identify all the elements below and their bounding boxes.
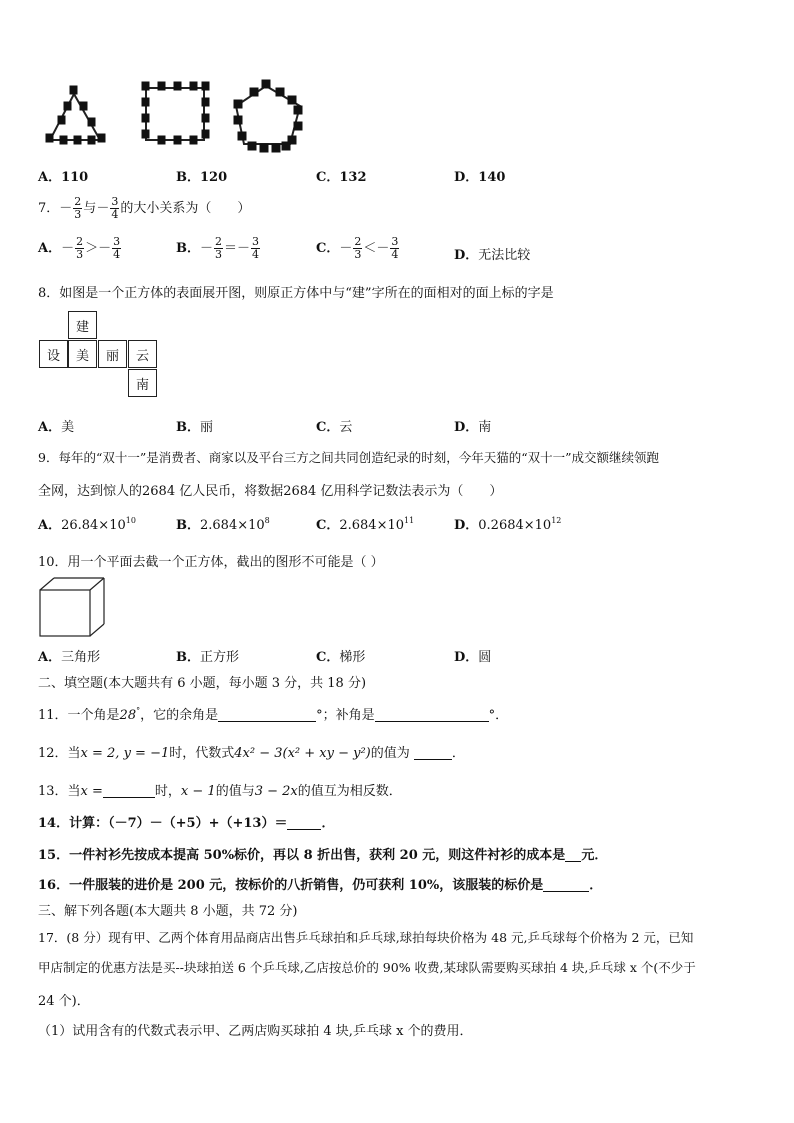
q9-option-c: C．$2.684\times 10^{11}$ <box>316 516 415 533</box>
cube-figure <box>38 576 106 642</box>
q16: 16．一件服装的进价是 200 元，按标价的八折销售，仍可获利 10%，该服装的标价是 ． <box>38 878 603 893</box>
net-cell-yun: 云 <box>128 340 157 368</box>
q17-sub-1: （1）试用含有的代数式表示甲、乙两店购买球拍 4 块,乒乓球 x 个的费用． <box>38 1024 473 1039</box>
q9-option-b: B．$2.684\times 10^8$ <box>176 516 270 533</box>
q10-option-d: D．圆 <box>454 650 492 665</box>
q8-option-d: D．南 <box>454 420 492 435</box>
q9-line-2: 全网，达到惊人的2684 亿人民币，将数据2684 亿用科学记数法表示为（ ） <box>38 484 503 499</box>
q10-option-c: C．梯形 <box>316 650 366 665</box>
q7-stem: 7．－ $\frac{2}{3}$ 与－ $\frac{3}{4}$ 的大小关系为（ ） <box>38 195 251 221</box>
net-cell-li: 丽 <box>98 340 127 368</box>
q7-option-c: C．－ $\frac{2}{3}$ ＜－ $\frac{3}{4}$ <box>316 235 399 261</box>
q14: 14．计算：（－7）－（+5）+（+13）＝ ． <box>38 816 335 831</box>
q17-line-1: 17．(8 分）现有甲、乙两个体育用品商店出售乒乓球拍和乒乓球,球拍每块价格为 48 元,乒乓球每个价格为 2 元，已知 <box>38 930 694 945</box>
q8-stem: 8．如图是一个正方体的表面展开图，则原正方体中与“建”字所在的面相对的面上标的字是 <box>38 286 554 301</box>
q10-option-a: A．三角形 <box>38 650 101 665</box>
q9-option-d: D．$0.2684\times 10^{12}$ <box>454 516 562 533</box>
q6-option-a: A．110 <box>38 170 89 185</box>
q13: 13．当x = 时，x − 1的值与3 − 2x的值互为相反数． <box>38 784 402 799</box>
net-cell-mei: 美 <box>68 340 97 368</box>
q8-option-a: A．美 <box>38 420 75 435</box>
q15-blank[interactable] <box>565 848 581 862</box>
flower-pot-patterns-image <box>38 74 308 156</box>
q10-option-b: B．正方形 <box>176 650 240 665</box>
net-cell-jian: 建 <box>68 311 97 339</box>
q16-blank[interactable] <box>543 878 589 892</box>
q11-blank-supplement[interactable] <box>375 708 489 722</box>
section-3-heading: 三、解下列各题(本大题共 8 小题，共 72 分) <box>38 904 298 919</box>
q13-blank[interactable] <box>103 784 155 798</box>
q8-option-c: C．云 <box>316 420 353 435</box>
q11: 11．一个角是28°，它的余角是 °；补角是 °． <box>38 706 509 723</box>
q9-option-a: A．$26.84\times 10^{10}$ <box>38 516 136 533</box>
q15: 15．一件衬衫先按成本提高 50%标价，再以 8 折出售，获利 20 元，则这件衬衫的成本是 元． <box>38 848 608 863</box>
q9-line-1: 9．每年的“双十一”是消费者、商家以及平台三方之间共同创造纪录的时刻，今年天猫的“双十一”成交额继续领跑 <box>38 450 660 465</box>
section-2-heading: 二、填空题(本大题共有 6 小题，每小题 3 分，共 18 分) <box>38 676 367 691</box>
q14-blank[interactable] <box>287 816 321 830</box>
q17-line-2: 甲店制定的优惠方法是买--块球拍送 6 个乒乓球,乙店按总价的 90% 收费,某球队需要购买球拍 4 块,乒乓球 x 个(不少于 <box>38 960 696 975</box>
net-cell-nan: 南 <box>128 369 157 397</box>
q12-blank[interactable] <box>414 746 452 760</box>
net-cell-she: 设 <box>39 340 68 368</box>
q10-stem: 10．用一个平面去截一个正方体，截出的图形不可能是（ ） <box>38 555 384 570</box>
q17-line-3: 24 个)． <box>38 994 90 1009</box>
q6-figure <box>38 74 308 156</box>
q7-fraction-1: $\frac{2}{3}$ <box>74 195 82 221</box>
q8-option-b: B．丽 <box>176 420 214 435</box>
q12: 12．当x = 2, y = −1时，代数式4x² − 3(x² + xy − y²)的值为 ． <box>38 746 465 761</box>
q11-blank-complement[interactable] <box>218 708 316 722</box>
q6-option-c: C．132 <box>316 170 367 185</box>
q6-option-b: B．120 <box>176 170 228 185</box>
q6-option-d: D．140 <box>454 170 506 185</box>
q7-fraction-2: $\frac{3}{4}$ <box>111 195 119 221</box>
q7-option-b: B．－ $\frac{2}{3}$ ＝－ $\frac{3}{4}$ <box>176 235 260 261</box>
cube-image <box>38 576 106 638</box>
q7-option-a: A．－ $\frac{2}{3}$ ＞－ $\frac{3}{4}$ <box>38 235 121 261</box>
q7-option-d: D．无法比较 <box>454 248 531 263</box>
